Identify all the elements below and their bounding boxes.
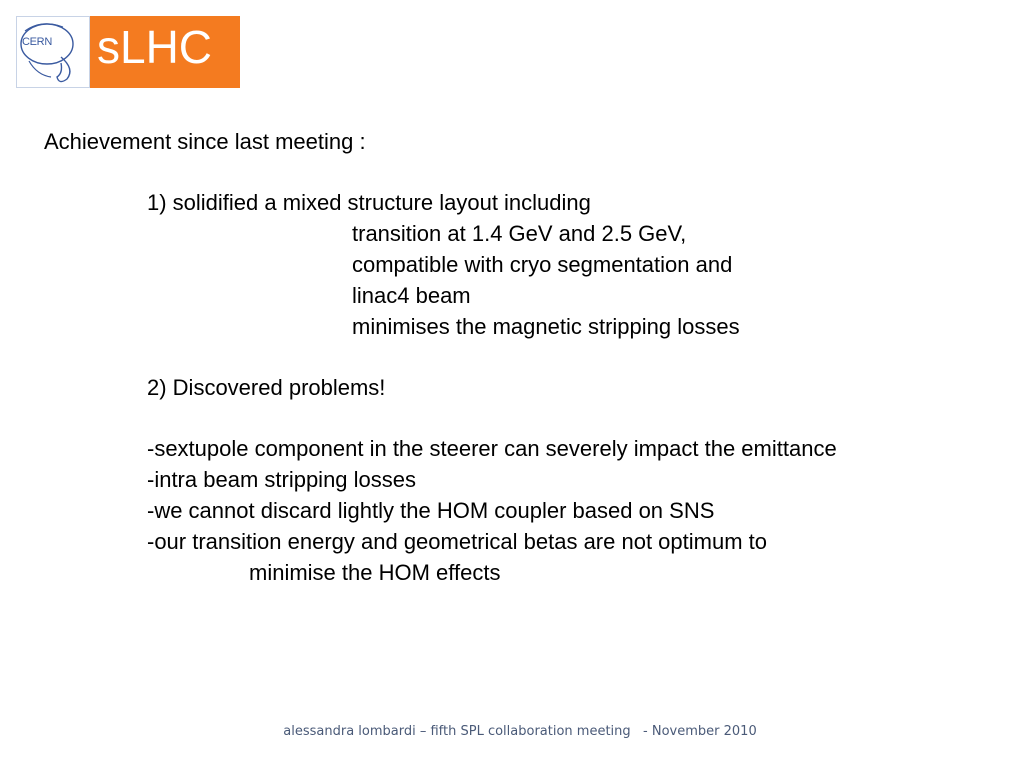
- problem-item-continuation: minimise the HOM effects: [249, 560, 501, 585]
- problem-item: -our transition energy and geometrical betas are not optimum to: [147, 529, 767, 554]
- slhc-badge-label: sLHC: [97, 21, 213, 73]
- item2-title: 2) Discovered problems!: [147, 375, 386, 400]
- cern-logo-text: CERN: [22, 36, 52, 48]
- slide-footer: alessandra lombardi – fifth SPL collaboration meeting - November 2010: [283, 724, 757, 739]
- problem-item: -sextupole component in the steerer can severely impact the emittance: [147, 436, 837, 461]
- item1-sub-line: minimises the magnetic stripping losses: [352, 314, 740, 339]
- item1-sub-line: linac4 beam: [352, 283, 471, 308]
- problem-item: -we cannot discard lightly the HOM coupler based on SNS: [147, 498, 715, 523]
- problem-item: -intra beam stripping losses: [147, 467, 417, 492]
- item1-sub-line: compatible with cryo segmentation and: [352, 252, 733, 277]
- item1-title: 1) solidified a mixed structure layout including: [147, 190, 591, 215]
- slide-heading: Achievement since last meeting :: [44, 129, 366, 154]
- item1-sub-line: transition at 1.4 GeV and 2.5 GeV,: [352, 221, 687, 246]
